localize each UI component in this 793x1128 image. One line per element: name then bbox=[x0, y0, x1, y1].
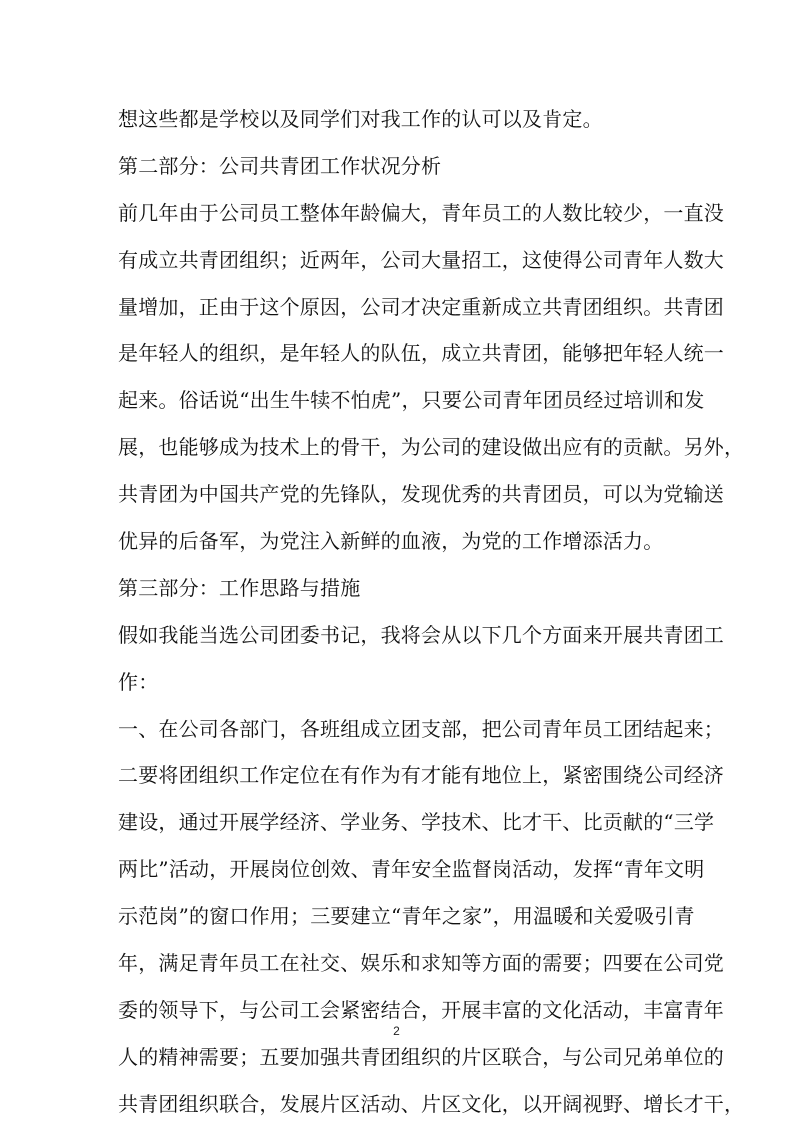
text-line: 起来。俗话说“出生牛犊不怕虎”，只要公司青年团员经过培训和发 bbox=[118, 388, 705, 413]
section-heading-3: 第三部分：工作思路与措施 bbox=[118, 575, 361, 600]
text-line: 假如我能当选公司团委书记，我将会从以下几个方面来开展共青团工 bbox=[118, 622, 724, 647]
text-line: 想这些都是学校以及同学们对我工作的认可以及肯定。 bbox=[118, 107, 603, 131]
text-line: 有成立共青团组织；近两年，公司大量招工，这使得公司青年人数大 bbox=[118, 247, 724, 272]
page-number: 2 bbox=[393, 1024, 400, 1038]
text-line: 两比”活动，开展岗位创效、青年安全监督岗活动，发挥“青年文明 bbox=[118, 857, 705, 882]
text-line: 共青团为中国共产党的先锋队，发现优秀的共青团员，可以为党输送 bbox=[118, 482, 724, 507]
text-line: 展，也能够成为技术上的骨干，为公司的建设做出应有的贡献。另外， bbox=[118, 435, 745, 460]
text-line: 量增加，正由于这个原因，公司才决定重新成立共青团组织。共青团 bbox=[118, 294, 724, 319]
text-line: 共青团组织联合，发展片区活动、片区文化，以开阔视野、增长才干， bbox=[118, 1091, 745, 1116]
text-line: 二要将团组织工作定位在有作为有才能有地位上，紧密围绕公司经济 bbox=[118, 763, 724, 788]
body-text bbox=[118, 96, 745, 1128]
text-line: 作： bbox=[118, 669, 159, 694]
text-line: 一、在公司各部门，各班组成立团支部，把公司青年员工团结起来； bbox=[118, 716, 724, 741]
text-line: 年，满足青年员工在社交、娱乐和求知等方面的需要；四要在公司党 bbox=[118, 951, 724, 976]
text-line: 建设，通过开展学经济、学业务、学技术、比才干、比贡献的“三学 bbox=[118, 810, 715, 835]
text-line: 优异的后备军，为党注入新鲜的血液，为党的工作增添活力。 bbox=[118, 529, 664, 554]
section-heading-2: 第二部分：公司共青团工作状况分析 bbox=[118, 153, 442, 178]
text-line: 委的领导下，与公司工会紧密结合，开展丰富的文化活动，丰富青年 bbox=[118, 997, 724, 1022]
text-line: 前几年由于公司员工整体年龄偏大，青年员工的人数比较少，一直没 bbox=[118, 200, 724, 225]
text-line: 是年轻人的组织，是年轻人的队伍，成立共青团，能够把年轻人统一 bbox=[118, 341, 724, 366]
text-line: 人的精神需要；五要加强共青团组织的片区联合，与公司兄弟单位的 bbox=[118, 1044, 724, 1069]
text-line: 示范岗”的窗口作用；三要建立“青年之家”，用温暖和关爱吸引青 bbox=[118, 904, 695, 929]
